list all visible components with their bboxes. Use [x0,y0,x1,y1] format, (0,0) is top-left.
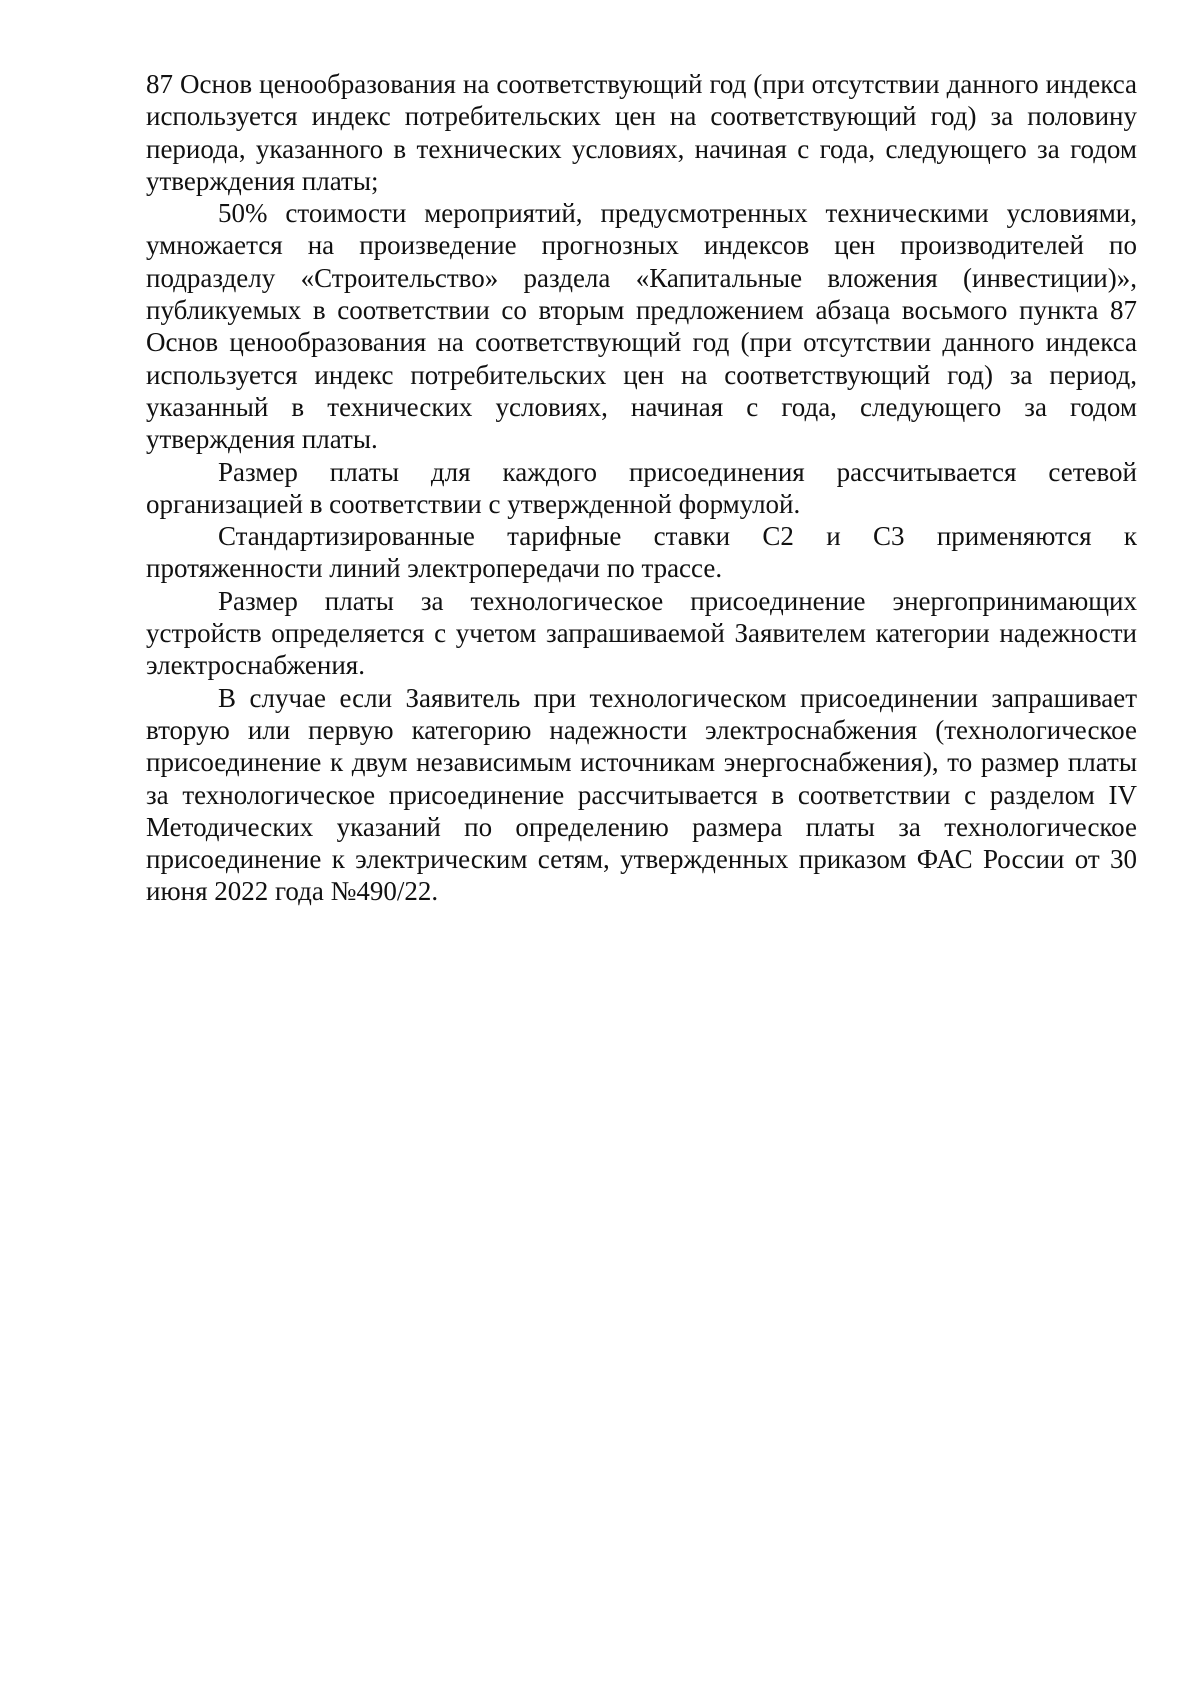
paragraph-2: 50% стоимости мероприятий, предусмотренных техническими условиями, умножается на произведение прогнозных индексов цен производителей по подразделу «Строительство» раздела «Капитальные вложения (инвестиции)», публикуемых в соответствии со вторым предложением абзаца восьмого пункта 87 Основ ценообразования на соответствующий год (при отсутствии данного индекса используется индекс потребительских цен на соответствующий год) за период, указанный в технических условиях, начиная с года, следующего за годом утверждения платы. [146,198,1137,455]
paragraph-1: 87 Основ ценообразования на соответствующий год (при отсутствии данного индекса используется индекс потребительских цен на соответствующий год) за половину периода, указанного в технических условиях, начиная с года, следующего за годом утверждения платы; [146,69,1137,196]
paragraph-4: Стандартизированные тарифные ставки С2 и С3 применяются к протяженности линий электропередачи по трассе. [146,521,1137,584]
document-body [146,68,1137,908]
paragraph-5: Размер платы за технологическое присоединение энергопринимающих устройств определяется с учетом запрашиваемой Заявителем категории надежности электроснабжения. [146,585,1137,681]
paragraph-6: В случае если Заявитель при технологическом присоединении запрашивает вторую или первую категорию надежности электроснабжения (технологическое присоединение к двум независимым источникам энергоснабжения), то размер платы за технологическое присоединение рассчитывается в соответствии с разделом IV Методических указаний по определению размера платы за технологическое присоединение к электрическим сетям, утвержденных приказом ФАС России от 30 июня 2022 года №490/22. [146,682,1137,907]
paragraph-3: Размер платы для каждого присоединения рассчитывается сетевой организацией в соответствии с утвержденной формулой. [146,456,1137,519]
